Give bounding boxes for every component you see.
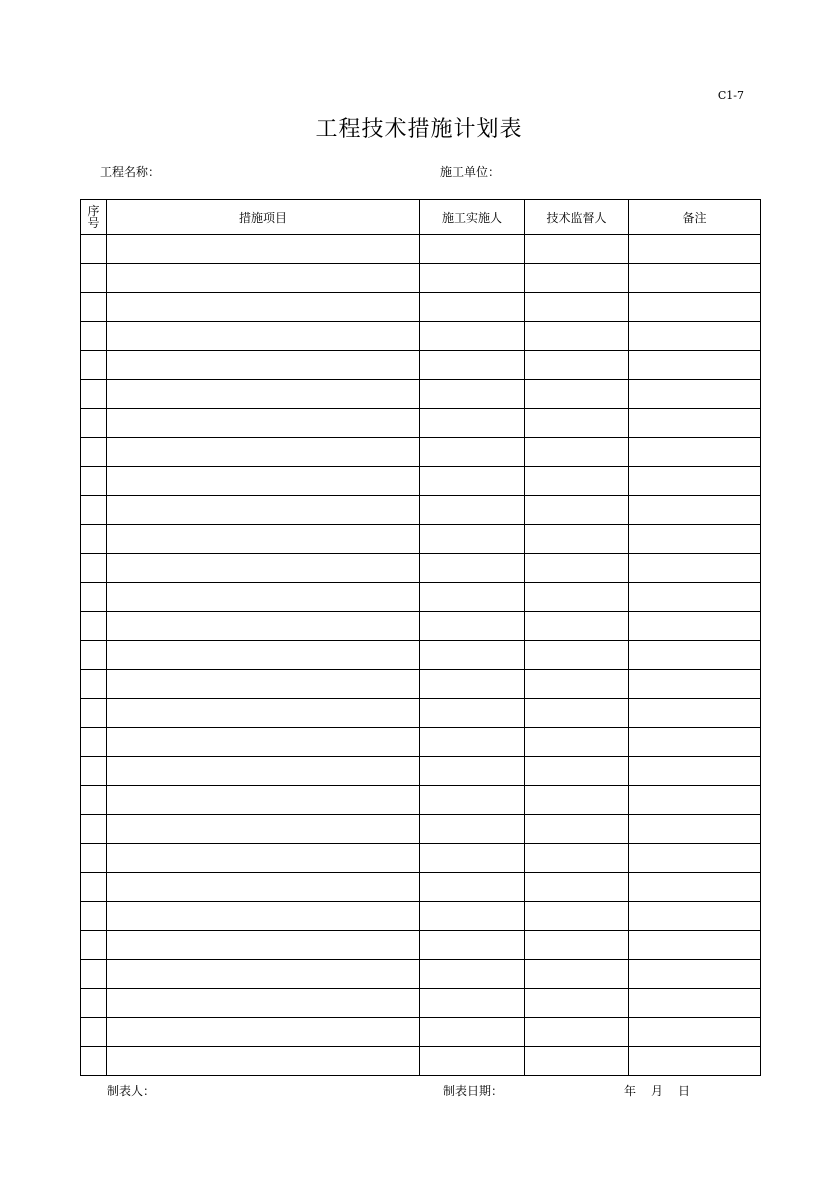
remarks-cell[interactable]	[629, 786, 761, 815]
supervisor-cell[interactable]	[525, 960, 629, 989]
supervisor-cell[interactable]	[525, 757, 629, 786]
seq-cell[interactable]	[81, 641, 107, 670]
page-title: 工程技术措施计划表	[315, 117, 523, 142]
supervisor-cell[interactable]	[525, 264, 629, 293]
seq-cell[interactable]	[81, 1047, 107, 1076]
table-row	[81, 786, 761, 815]
table-row	[81, 815, 761, 844]
measure-cell[interactable]	[107, 931, 420, 960]
table-row	[81, 612, 761, 641]
remarks-cell[interactable]	[629, 873, 761, 902]
supervisor-cell[interactable]	[525, 815, 629, 844]
table-row	[81, 322, 761, 351]
remarks-cell[interactable]	[629, 322, 761, 351]
supervisor-cell[interactable]	[525, 467, 629, 496]
implementer-cell[interactable]	[420, 322, 525, 351]
supervisor-cell[interactable]	[525, 786, 629, 815]
implementer-cell[interactable]	[420, 728, 525, 757]
supervisor-cell[interactable]	[525, 322, 629, 351]
supervisor-cell[interactable]	[525, 612, 629, 641]
implementer-cell[interactable]	[420, 786, 525, 815]
seq-cell[interactable]	[81, 1018, 107, 1047]
table-row	[81, 902, 761, 931]
supervisor-cell[interactable]	[525, 1018, 629, 1047]
table-header-row	[81, 200, 761, 235]
implementer-cell[interactable]	[420, 960, 525, 989]
implementer-cell[interactable]	[420, 293, 525, 322]
table-row	[81, 583, 761, 612]
supervisor-cell[interactable]	[525, 235, 629, 264]
measure-cell[interactable]	[107, 989, 420, 1018]
seq-cell[interactable]	[81, 670, 107, 699]
seq-cell[interactable]	[81, 409, 107, 438]
implementer-cell[interactable]	[420, 554, 525, 583]
measure-cell[interactable]	[107, 235, 420, 264]
measure-cell[interactable]	[107, 844, 420, 873]
measure-cell[interactable]	[107, 380, 420, 409]
remarks-cell[interactable]	[629, 612, 761, 641]
column-header-supervisor: 技术监督人	[525, 200, 629, 235]
remarks-cell[interactable]	[629, 467, 761, 496]
implementer-cell[interactable]	[420, 612, 525, 641]
implementer-cell[interactable]	[420, 815, 525, 844]
measure-cell[interactable]	[107, 960, 420, 989]
table-row	[81, 931, 761, 960]
seq-cell[interactable]	[81, 728, 107, 757]
remarks-cell[interactable]	[629, 1047, 761, 1076]
table-row	[81, 1047, 761, 1076]
table-row	[81, 728, 761, 757]
supervisor-cell[interactable]	[525, 525, 629, 554]
supervisor-cell[interactable]	[525, 583, 629, 612]
remarks-cell[interactable]	[629, 380, 761, 409]
remarks-cell[interactable]	[629, 496, 761, 525]
supervisor-cell[interactable]	[525, 554, 629, 583]
remarks-cell[interactable]	[629, 438, 761, 467]
table-row	[81, 235, 761, 264]
remarks-cell[interactable]	[629, 583, 761, 612]
implementer-cell[interactable]	[420, 757, 525, 786]
measure-cell[interactable]	[107, 409, 420, 438]
measure-cell[interactable]	[107, 699, 420, 728]
column-header-remarks: 备注	[629, 200, 761, 235]
measure-cell[interactable]	[107, 438, 420, 467]
implementer-cell[interactable]	[420, 409, 525, 438]
table-row	[81, 844, 761, 873]
implementer-cell[interactable]	[420, 989, 525, 1018]
table-row	[81, 293, 761, 322]
table-row	[81, 699, 761, 728]
seq-cell[interactable]	[81, 612, 107, 641]
implementer-cell[interactable]	[420, 670, 525, 699]
supervisor-cell[interactable]	[525, 844, 629, 873]
table-row	[81, 264, 761, 293]
measure-cell[interactable]	[107, 322, 420, 351]
remarks-cell[interactable]	[629, 844, 761, 873]
remarks-cell[interactable]	[629, 960, 761, 989]
measure-cell[interactable]	[107, 786, 420, 815]
remarks-cell[interactable]	[629, 931, 761, 960]
day-label: 日	[678, 1084, 691, 1098]
implementer-cell[interactable]	[420, 525, 525, 554]
remarks-cell[interactable]	[629, 525, 761, 554]
seq-cell[interactable]	[81, 931, 107, 960]
implementer-cell[interactable]	[420, 931, 525, 960]
supervisor-cell[interactable]	[525, 1047, 629, 1076]
table-row	[81, 467, 761, 496]
table-row	[81, 757, 761, 786]
seq-cell[interactable]	[81, 583, 107, 612]
implementer-cell[interactable]	[420, 351, 525, 380]
table-row	[81, 960, 761, 989]
table-row	[81, 873, 761, 902]
seq-cell[interactable]	[81, 815, 107, 844]
measure-cell[interactable]	[107, 641, 420, 670]
supervisor-cell[interactable]	[525, 641, 629, 670]
implementer-cell[interactable]	[420, 1018, 525, 1047]
measure-cell[interactable]	[107, 293, 420, 322]
table-row	[81, 670, 761, 699]
column-header-implementer: 施工实施人	[420, 200, 525, 235]
supervisor-cell[interactable]	[525, 873, 629, 902]
measure-cell[interactable]	[107, 815, 420, 844]
table-body	[81, 235, 761, 1076]
measure-cell[interactable]	[107, 583, 420, 612]
seq-cell[interactable]	[81, 351, 107, 380]
seq-cell[interactable]	[81, 844, 107, 873]
implementer-cell[interactable]	[420, 699, 525, 728]
remarks-cell[interactable]	[629, 554, 761, 583]
measure-cell[interactable]	[107, 728, 420, 757]
remarks-cell[interactable]	[629, 1018, 761, 1047]
seq-cell[interactable]	[81, 902, 107, 931]
seq-cell[interactable]	[81, 989, 107, 1018]
supervisor-cell[interactable]	[525, 989, 629, 1018]
seq-cell[interactable]	[81, 525, 107, 554]
seq-cell[interactable]	[81, 554, 107, 583]
measure-cell[interactable]	[107, 264, 420, 293]
implementer-cell[interactable]	[420, 844, 525, 873]
remarks-cell[interactable]	[629, 728, 761, 757]
supervisor-cell[interactable]	[525, 496, 629, 525]
table-row	[81, 351, 761, 380]
supervisor-cell[interactable]	[525, 902, 629, 931]
remarks-cell[interactable]	[629, 699, 761, 728]
seq-cell[interactable]	[81, 960, 107, 989]
month-label: 月	[651, 1084, 664, 1098]
seq-cell[interactable]	[81, 438, 107, 467]
table-row	[81, 554, 761, 583]
column-header-seq: 序号	[81, 200, 107, 235]
remarks-cell[interactable]	[629, 351, 761, 380]
measure-cell[interactable]	[107, 351, 420, 380]
measure-cell[interactable]	[107, 496, 420, 525]
table-row	[81, 641, 761, 670]
supervisor-cell[interactable]	[525, 293, 629, 322]
measure-cell[interactable]	[107, 873, 420, 902]
implementer-cell[interactable]	[420, 873, 525, 902]
remarks-cell[interactable]	[629, 235, 761, 264]
table-row	[81, 1018, 761, 1047]
implementer-cell[interactable]	[420, 264, 525, 293]
seq-cell[interactable]	[81, 873, 107, 902]
measure-cell[interactable]	[107, 757, 420, 786]
plan-table	[80, 199, 761, 1076]
implementer-cell[interactable]	[420, 467, 525, 496]
table-row	[81, 380, 761, 409]
measure-cell[interactable]	[107, 1018, 420, 1047]
remarks-cell[interactable]	[629, 989, 761, 1018]
table-row	[81, 409, 761, 438]
implementer-cell[interactable]	[420, 438, 525, 467]
measure-cell[interactable]	[107, 554, 420, 583]
implementer-cell[interactable]	[420, 583, 525, 612]
construction-unit-label: 施工单位：	[440, 165, 501, 179]
supervisor-cell[interactable]	[525, 438, 629, 467]
measure-cell[interactable]	[107, 902, 420, 931]
seq-cell[interactable]	[81, 699, 107, 728]
measure-cell[interactable]	[107, 612, 420, 641]
supervisor-cell[interactable]	[525, 380, 629, 409]
implementer-cell[interactable]	[420, 496, 525, 525]
seq-cell[interactable]	[81, 496, 107, 525]
implementer-cell[interactable]	[420, 1047, 525, 1076]
supervisor-cell[interactable]	[525, 351, 629, 380]
implementer-cell[interactable]	[420, 235, 525, 264]
remarks-cell[interactable]	[629, 264, 761, 293]
seq-cell[interactable]	[81, 467, 107, 496]
seq-cell[interactable]	[81, 293, 107, 322]
seq-cell[interactable]	[81, 322, 107, 351]
table-row	[81, 496, 761, 525]
table-row	[81, 989, 761, 1018]
remarks-cell[interactable]	[629, 757, 761, 786]
remarks-cell[interactable]	[629, 902, 761, 931]
measure-cell[interactable]	[107, 1047, 420, 1076]
seq-cell[interactable]	[81, 264, 107, 293]
seq-cell[interactable]	[81, 786, 107, 815]
date-label: 制表日期：	[443, 1084, 504, 1098]
remarks-cell[interactable]	[629, 670, 761, 699]
supervisor-cell[interactable]	[525, 699, 629, 728]
measure-cell[interactable]	[107, 670, 420, 699]
seq-cell[interactable]	[81, 380, 107, 409]
measure-cell[interactable]	[107, 525, 420, 554]
supervisor-cell[interactable]	[525, 728, 629, 757]
implementer-cell[interactable]	[420, 902, 525, 931]
seq-cell[interactable]	[81, 235, 107, 264]
remarks-cell[interactable]	[629, 409, 761, 438]
supervisor-cell[interactable]	[525, 409, 629, 438]
table-row	[81, 438, 761, 467]
project-name-label: 工程名称：	[100, 165, 161, 179]
supervisor-cell[interactable]	[525, 670, 629, 699]
table-row	[81, 525, 761, 554]
supervisor-cell[interactable]	[525, 931, 629, 960]
measure-cell[interactable]	[107, 467, 420, 496]
remarks-cell[interactable]	[629, 815, 761, 844]
implementer-cell[interactable]	[420, 380, 525, 409]
implementer-cell[interactable]	[420, 641, 525, 670]
seq-cell[interactable]	[81, 757, 107, 786]
remarks-cell[interactable]	[629, 641, 761, 670]
maker-label: 制表人：	[107, 1084, 156, 1098]
column-header-measure: 措施项目	[107, 200, 420, 235]
remarks-cell[interactable]	[629, 293, 761, 322]
form-code: C1-7	[717, 89, 744, 102]
year-label: 年	[624, 1084, 637, 1098]
